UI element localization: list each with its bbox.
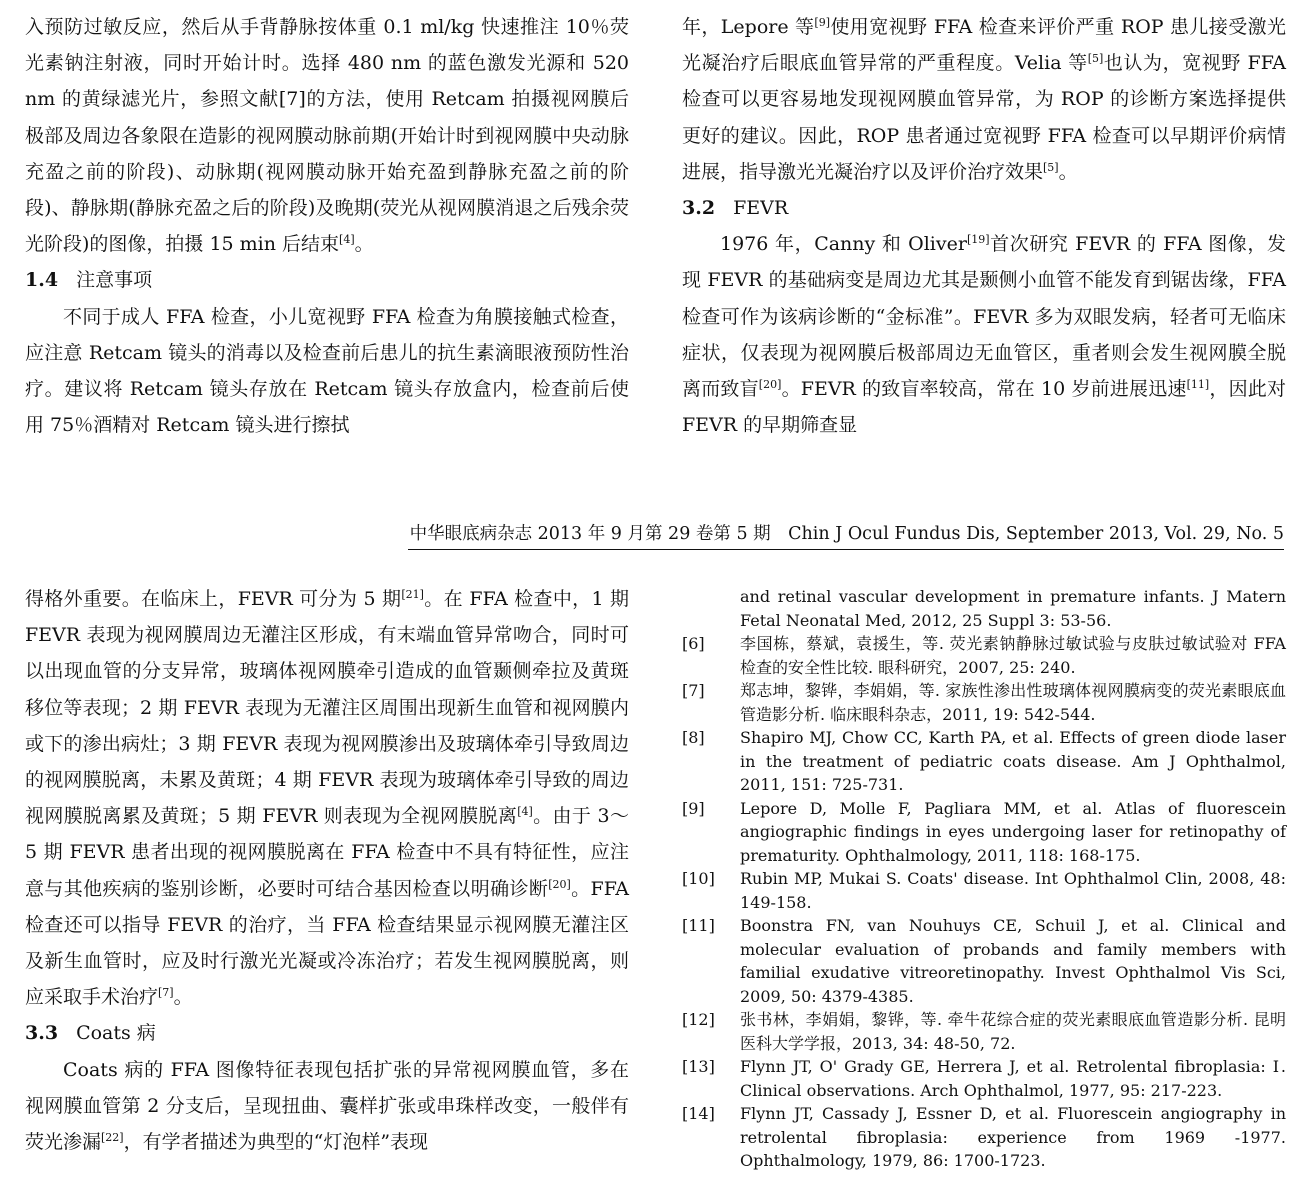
reference-number: [12] [682,1010,715,1029]
reference-item [682,1055,1286,1102]
citation[interactable]: [4] [339,233,355,247]
citation[interactable]: [5] [1043,160,1059,174]
reference-text: Boonstra FN, van Nouhuys CE, Schuil J, et al. Clinical and molecular evaluation of probands and family members with familial exudative vitreoretinopathy. Invest Ophthalmol Vis Sci, 2009, 50: 4379-4385. [740,916,1286,1006]
reference-item [682,797,1286,868]
reference-text: 郑志坤，黎铧，李娟娟，等. 家族性渗出性玻璃体视网膜病变的荧光素眼底血管造影分析. 临床眼科杂志，2011, 19: 542-544. [740,681,1286,724]
citation[interactable]: [22] [101,1131,124,1145]
citation[interactable]: [11] [1186,378,1210,392]
reference-item [682,1008,1286,1055]
section-heading-3-3: 3.3 Coats 病 [25,1022,156,1045]
reference-item [682,585,1286,632]
reference-number: [13] [682,1057,715,1076]
citation[interactable]: [19] [966,233,990,247]
reference-number: [8] [682,728,705,747]
citation[interactable]: [20] [548,877,571,891]
reference-item [682,679,1286,726]
paragraph: 年，Lepore 等[9]使用宽视野 FFA 检查来评价严重 ROP 患儿接受激光光凝治疗后眼底血管异常的严重程度。Velia 等[5]也认为，宽视野 FFA 检查可以更容易地发现视网膜血管异常，为 ROP 的诊断方案选择提供更好的建议。因此，ROP 患者通过宽视野 FFA 检查可以早期评价病情进展，指导激光光凝治疗以及评价治疗效果[5]。 [682,16,1286,183]
reference-text: 李国栋，蔡斌，袁援生，等. 荧光素钠静脉过敏试验与皮肤过敏试验对 FFA 检查的安全性比较. 眼科研究，2007, 25: 240. [740,634,1286,677]
paragraph: 入预防过敏反应，然后从手背静脉按体重 0.1 ml/kg 快速推注 10％荧光素钠注射液，同时开始计时。选择 480 nm 的蓝色激发光源和 520 nm 的黄绿滤光片，参照文献[7]的方法，使用 Retcam 拍摄视网膜后极部及周边各象限在造影的视网膜动脉前期(开始计时到视网膜中央动脉充盈之前的阶段)、动脉期(视网膜动脉开始充盈到静脉充盈之前的阶段)、静脉期(静脉充盈之后的阶段)及晚期(荧光从视网膜消退之后残余荧光阶段)的图像，拍摄 15 min 后结束[4]。 [25,16,629,256]
citation[interactable]: [21] [401,588,424,601]
paragraph: Coats 病的 FFA 图像特征表现包括扩张的异常视网膜血管，多在视网膜血管第 2 分支后，呈现扭曲、囊样扩张或串珠样改变，一般伴有荧光渗漏[22]，有学者描述为典型的“灯泡样”表现 [25,1058,629,1154]
citation[interactable]: [20] [758,378,782,392]
citation[interactable]: [7] [158,986,174,1000]
section-heading-3-2: 3.2 FEVR [682,197,789,220]
reference-item [682,632,1286,679]
citation[interactable]: [9] [814,16,831,29]
reference-number: [9] [682,798,705,818]
reference-list [682,585,1286,1173]
reference-text: 张书林，李娟娟，黎铧，等. 牵牛花综合症的荧光素眼底血管造影分析. 昆明医科大学学报，2013, 34: 48-50, 72. [740,1010,1286,1053]
reference-number: [6] [682,634,705,653]
top-left-column [25,9,629,443]
journal-running-header: 中华眼底病杂志 2013 年 9 月第 29 卷第 5 期 Chin J Ocul Fundus Dis, September 2013, Vol. 29, No. 5 [408,519,1284,550]
reference-text: Flynn JT, O' Grady GE, Herrera J, et al. Retrolental fibroplasia: Ⅰ. Clinical observations. Arch Ophthalmol, 1977, 95: 217-223. [740,1057,1286,1100]
reference-item [682,726,1286,797]
reference-number: [11] [682,916,715,935]
section-heading-1-4: 1.4 注意事项 [25,269,153,292]
reference-item [682,914,1286,1008]
reference-text: Rubin MP, Mukai S. Coats' disease. Int Ophthalmol Clin, 2008, 48: 149-158. [740,869,1286,912]
citation[interactable]: [4] [517,805,533,819]
reference-text: Lepore D, Molle F, Pagliara MM, et al. Atlas of fluorescein angiographic findings in eyes undergoing laser for retinopathy of prematurity. Ophthalmology, 2011, 118: 168-175. [740,798,1286,865]
citation[interactable]: [5] [1087,52,1104,66]
top-right-column [682,9,1286,443]
reference-number: [10] [682,869,715,888]
reference-number: [14] [682,1104,715,1123]
paragraph: 1976 年，Canny 和 Oliver[19]首次研究 FEVR 的 FFA 图像，发现 FEVR 的基础病变是周边尤其是颞侧小血管不能发育到锯齿缘，FFA 检查可作为该病诊断的“金标准”。FEVR 多为双眼发病，轻者可无临床症状，仅表现为视网膜后极部周边无血管区，重者则会发生视网膜全脱离而致盲[20]。FEVR 的致盲率较高，常在 10 岁前进展迅速[11]，因此对 FEVR 的早期筛查显 [682,233,1286,437]
bottom-left-column [25,581,629,1160]
paragraph: 得格外重要。在临床上，FEVR 可分为 5 期[21]。在 FFA 检查中，1 期 FEVR 表现为视网膜周边无灌注区形成，有末端血管异常吻合，同时可以出现血管的分支异常，玻璃体视网膜牵引造成的血管颞侧牵拉及黄斑移位等表现；2 期 FEVR 表现为无灌注区周围出现新生血管和视网膜内或下的渗出病灶；3 期 FEVR 表现为视网膜渗出及玻璃体牵引导致周边的视网膜脱离，未累及黄斑；4 期 FEVR 表现为玻璃体牵引导致的周边视网膜脱离累及黄斑；5 期 FEVR 则表现为全视网膜脱离[4]。由于 3～5 期 FEVR 患者出现的视网膜脱离在 FFA 检查中不具有特征性，应注意与其他疾病的鉴别诊断，必要时可结合基因检查以明确诊断[20]。FFA 检查还可以指导 FEVR 的治疗，当 FFA 检查结果显示视网膜无灌注区及新生血管时，应及时行激光光凝或冷冻治疗；若发生视网膜脱离，则应采取手术治疗[7]。 [25,588,629,1009]
reference-number: [7] [682,681,705,700]
reference-text: Flynn JT, Cassady J, Essner D, et al. Fluorescein angiography in retrolental fibroplasia: experience from 1969 -1977. Ophthalmology, 1979, 86: 1700-1723. [740,1104,1286,1170]
reference-text: and retinal vascular development in premature infants. J Matern Fetal Neonatal Med, 2012, 25 Suppl 3: 53-56. [740,587,1286,630]
reference-item [682,1102,1286,1173]
paragraph: 不同于成人 FFA 检查，小儿宽视野 FFA 检查为角膜接触式检查，应注意 Retcam 镜头的消毒以及检查前后患儿的抗生素滴眼液预防性治疗。建议将 Retcam 镜头存放在 Retcam 镜头存放盒内，检查前后使用 75％酒精对 Retcam 镜头进行擦拭 [25,305,629,437]
reference-item [682,867,1286,914]
reference-text: Shapiro MJ, Chow CC, Karth PA, et al. Effects of green diode laser in the treatment of pediatric coats disease. Am J Ophthalmol, 2011, 151: 725-731. [740,728,1286,794]
